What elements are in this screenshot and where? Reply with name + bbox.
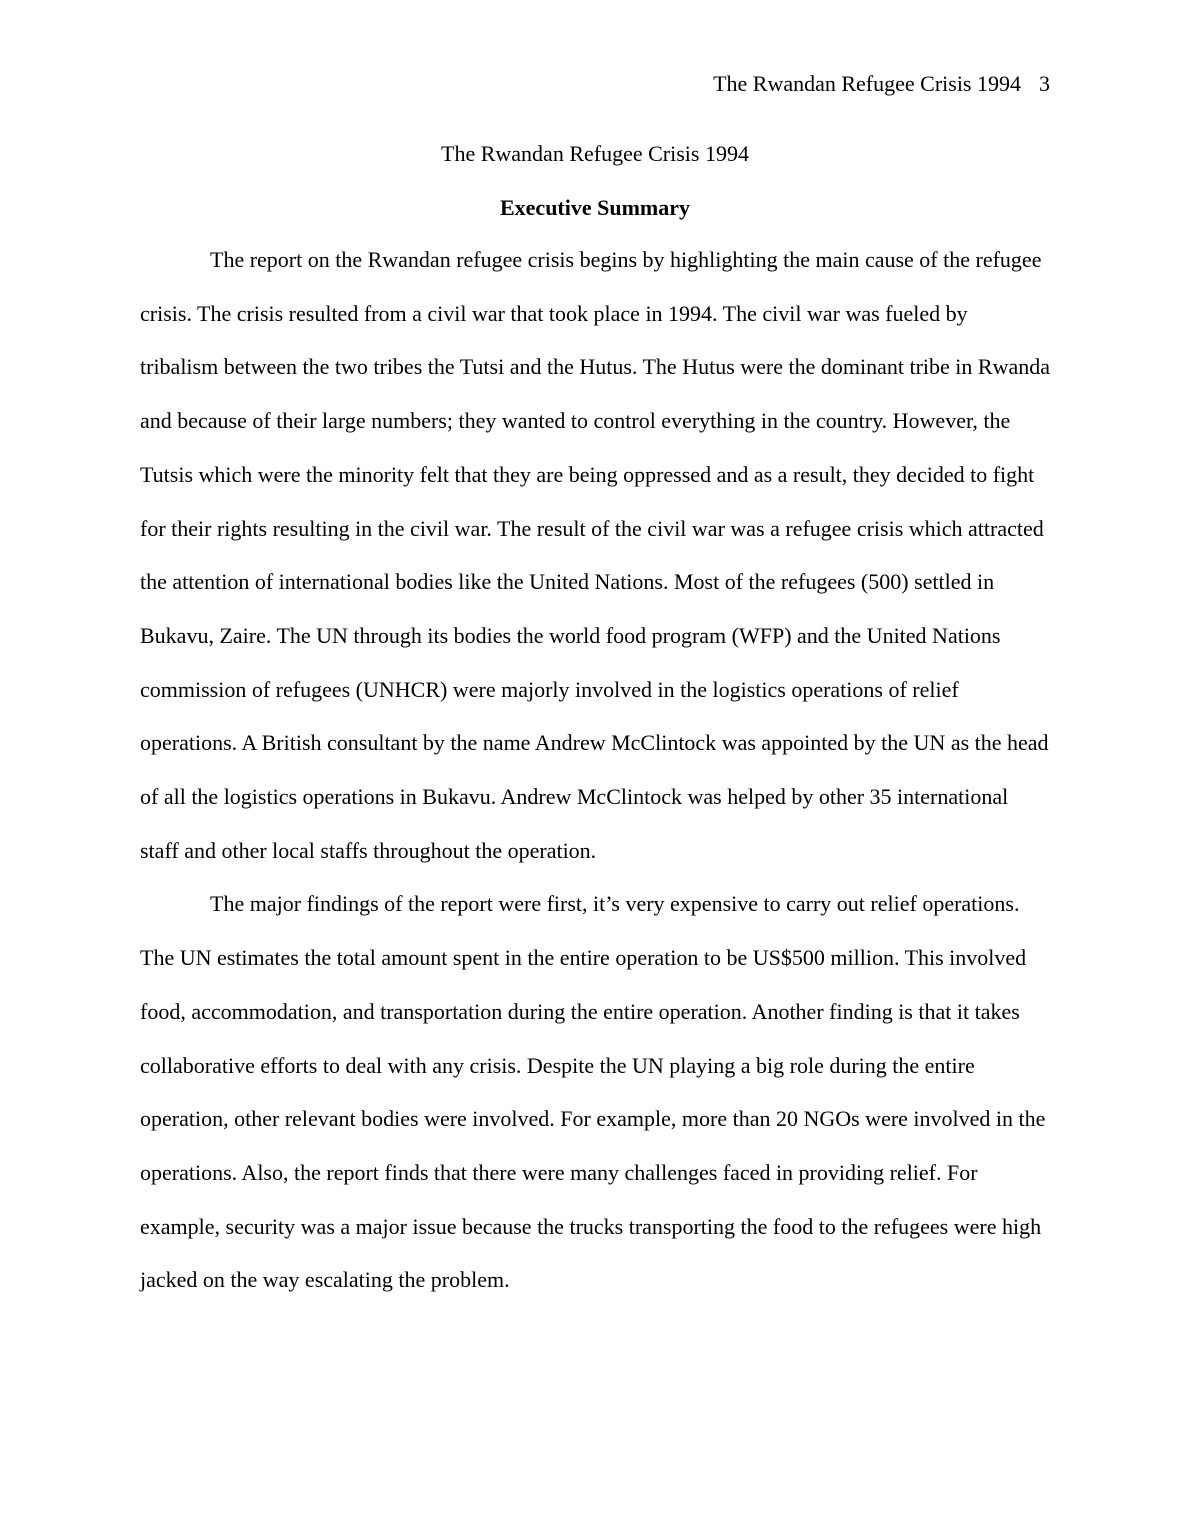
- body-paragraph: The major findings of the report were first, it’s very expensive to carry out relief operations. The UN estimates the total amount spent in the entire operation to be US$500 million. This involved food, accommodation, and transportation during the entire operation. Another finding is that it takes collaborative efforts to deal with any crisis. Despite the UN playing a big role during the entire operation, other relevant bodies were involved. For example, more than 20 NGOs were involved in the operations. Also, the report finds that there were many challenges faced in providing relief. For example, security was a major issue because the trucks transporting the food to the refugees were high jacked on the way escalating the problem.: [140, 891, 1046, 1293]
- section-heading: Executive Summary: [499, 195, 691, 220]
- running-head-title: The Rwandan Refugee Crisis 1994: [713, 71, 1021, 96]
- running-header: [713, 70, 1050, 98]
- document-body: [140, 140, 1050, 1307]
- body-paragraph: The report on the Rwandan refugee crisis begins by highlighting the main cause of the refugee crisis. The crisis resulted from a civil war that took place in 1994. The civil war was fueled by tribalism between the two tribes the Tutsi and the Hutus. The Hutus were the dominant tribe in Rwanda and because of their large numbers; they wanted to control everything in the country. However, the Tutsis which were the minority felt that they are being oppressed and as a result, they decided to fight for their rights resulting in the civil war. The result of the civil war was a refugee crisis which attracted the attention of international bodies like the United Nations. Most of the refugees (500) settled in Bukavu, Zaire. The UN through its bodies the world food program (WFP) and the United Nations commission of refugees (UNHCR) were majorly involved in the logistics operations of relief operations. A British consultant by the name Andrew McClintock was appointed by the UN as the head of all the logistics operations in Bukavu. Andrew McClintock was helped by other 35 international staff and other local staffs throughout the operation.: [140, 247, 1051, 863]
- document-title: The Rwandan Refugee Crisis 1994: [441, 141, 749, 166]
- page-number: 3: [1039, 71, 1050, 96]
